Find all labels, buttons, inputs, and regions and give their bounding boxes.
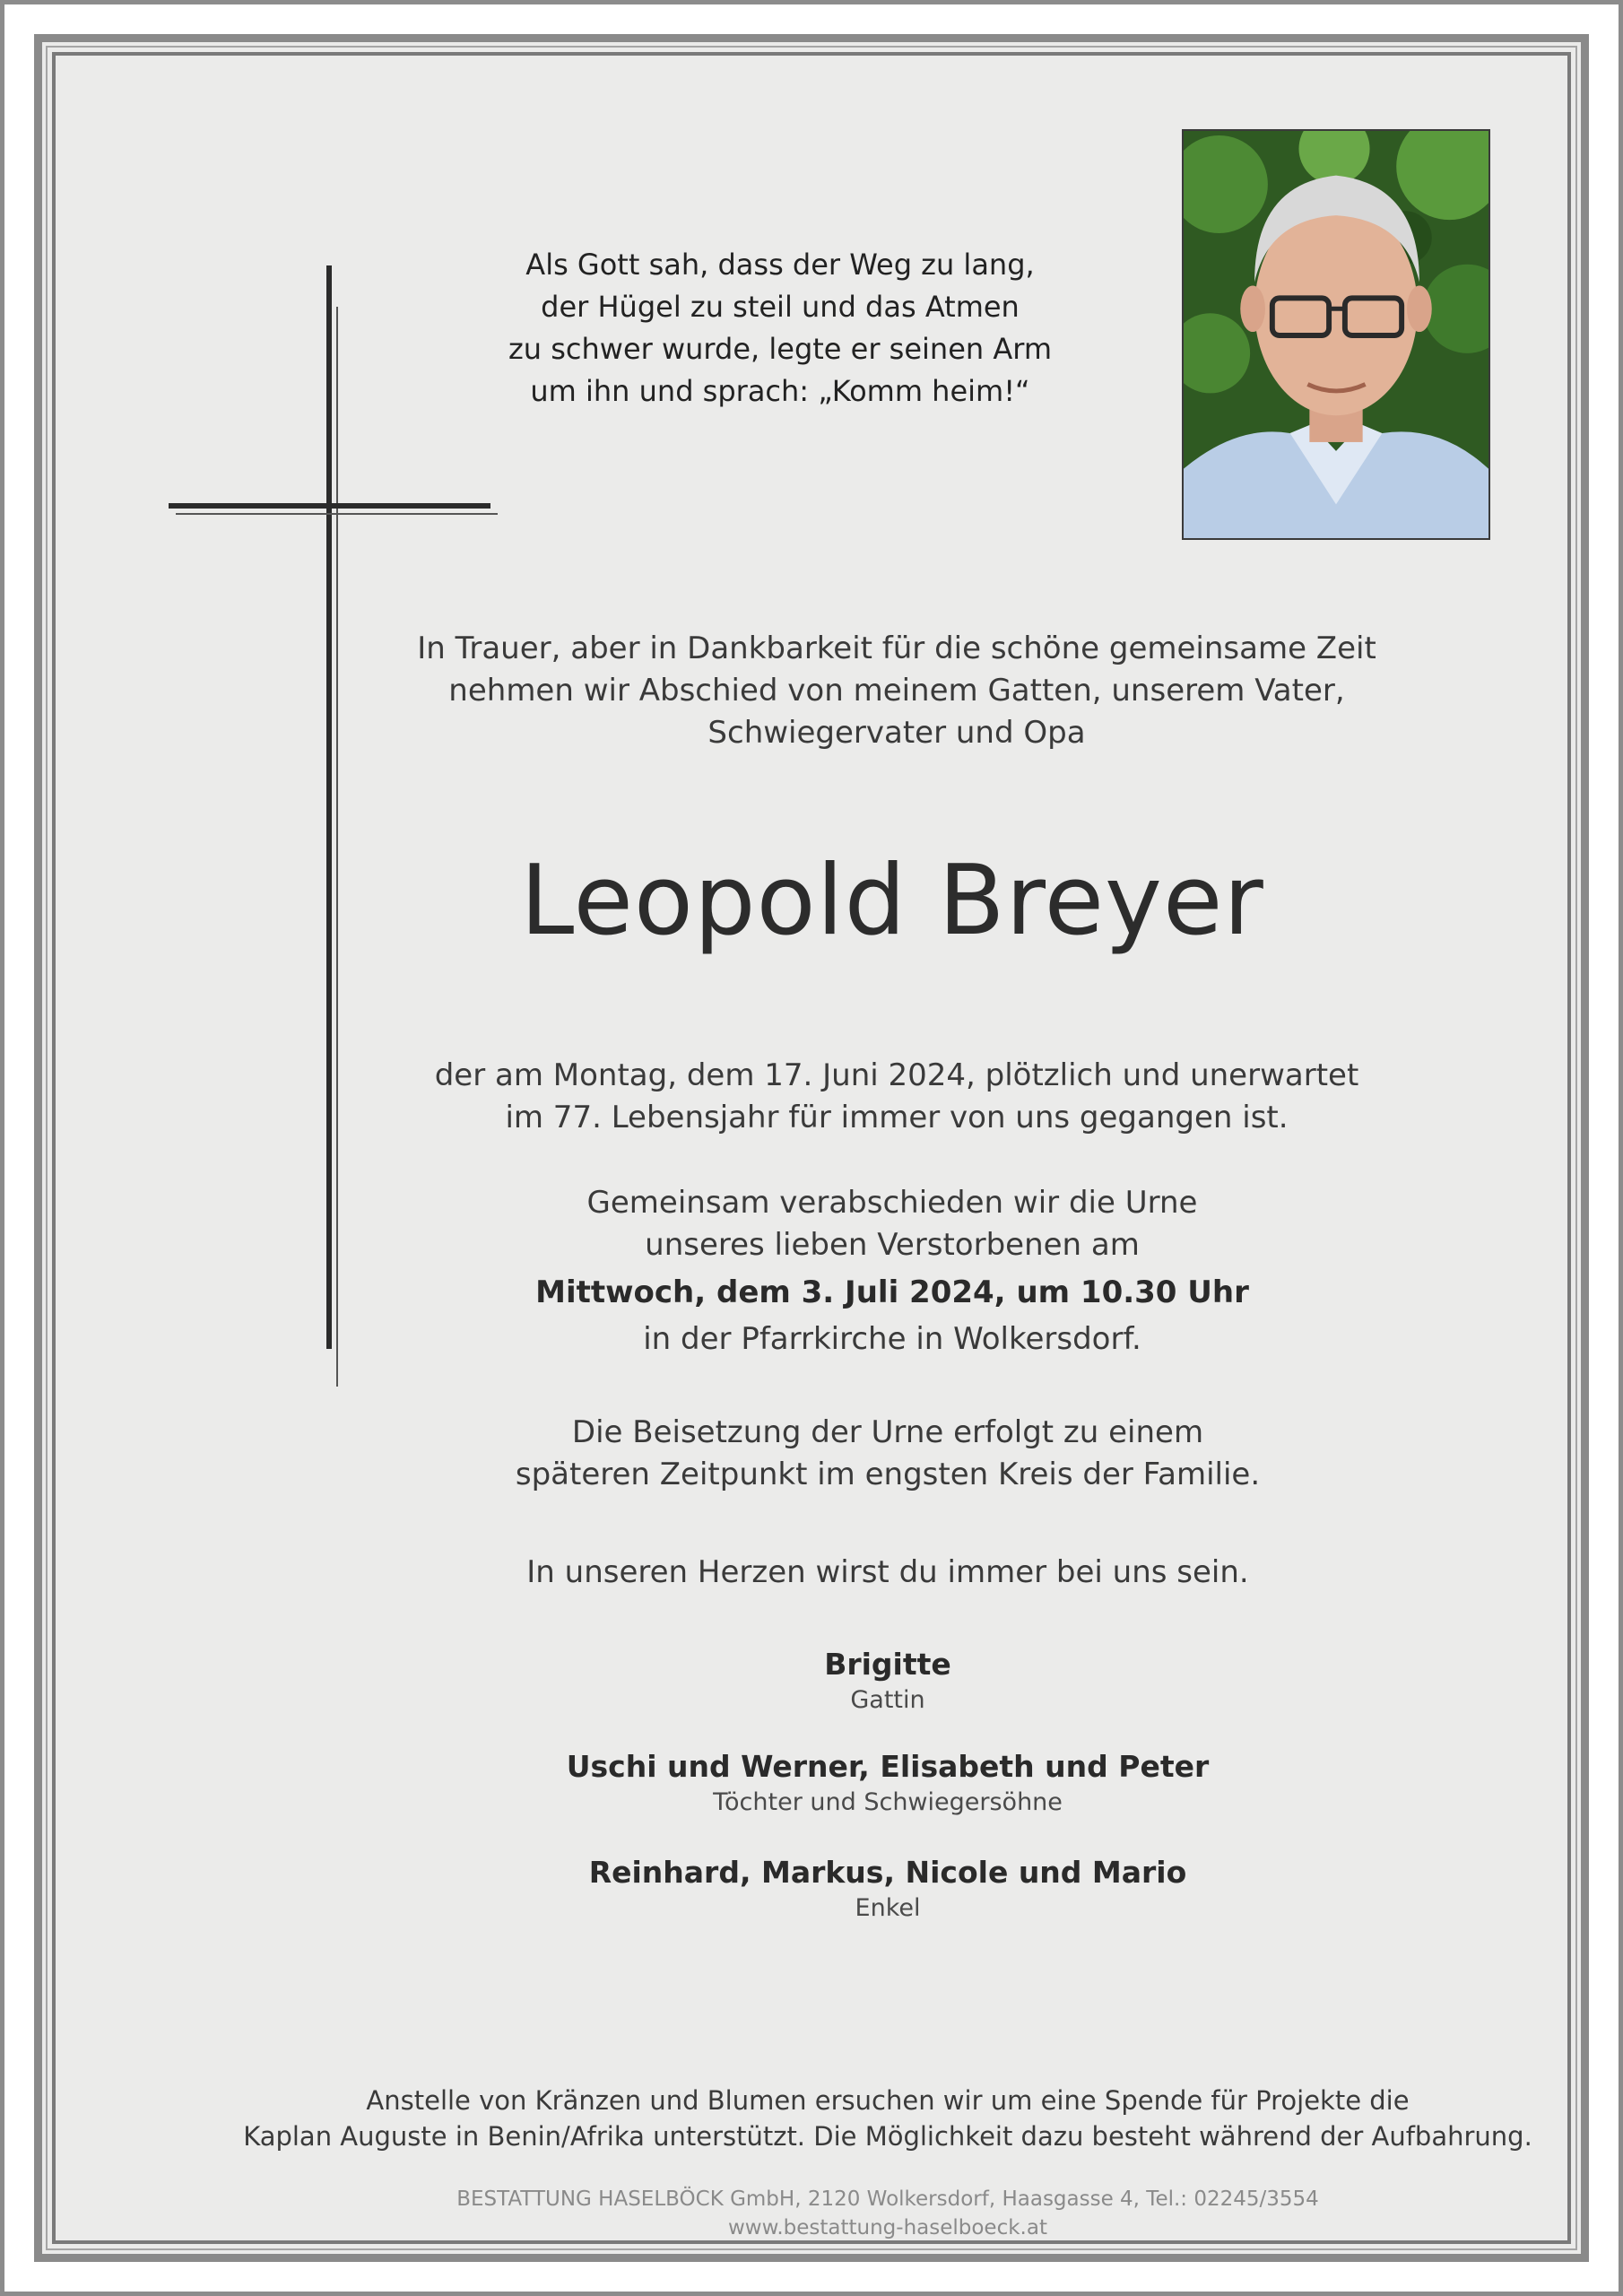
service-location: in der Pfarrkirche in Wolkersdorf.: [643, 1321, 1141, 1357]
service-datetime: Mittwoch, dem 3. Juli 2024, um 10.30 Uhr: [535, 1274, 1249, 1310]
burial-line: Die Beisetzung der Urne erfolgt zu einem: [571, 1414, 1204, 1450]
death-line: der am Montag, dem 17. Juni 2024, plötzlich und unerwartet: [434, 1057, 1359, 1093]
footer-company: BESTATTUNG HASELBÖCK GmbH, 2120 Wolkersdorf, Haasgasse 4, Tel.: 02245/3554: [456, 2187, 1319, 2211]
opening-quote: [421, 244, 1139, 413]
service-intro-line: unseres lieben Verstorbenen am: [645, 1227, 1140, 1263]
mourner-entry: [76, 1853, 1623, 1925]
deceased-name: Leopold Breyer: [520, 845, 1264, 957]
quote-line: zu schwer wurde, legte er seinen Arm: [508, 332, 1052, 366]
intro-line: Schwiegervater und Opa: [707, 715, 1086, 751]
death-notice: [85, 1055, 1623, 1139]
quote-line: Als Gott sah, dass der Weg zu lang,: [525, 248, 1035, 282]
mourner-entry: [76, 1747, 1623, 1819]
burial-note: [76, 1412, 1623, 1496]
quote-line: um ihn und sprach: „Komm heim!“: [530, 374, 1030, 408]
service-info: [81, 1182, 1623, 1361]
donation-line: Anstelle von Kränzen und Blumen ersuchen wir um eine Spende für Projekte die: [366, 2085, 1410, 2116]
mourner-role: Gattin: [850, 1686, 925, 1714]
mourner-name: Uschi und Werner, Elisabeth und Peter: [566, 1749, 1210, 1784]
mourner-name: Reinhard, Markus, Nicole und Mario: [588, 1855, 1187, 1890]
footer-website-link[interactable]: www.bestattung-haselboeck.at: [728, 2216, 1047, 2239]
service-intro-line: Gemeinsam verabschieden wir die Urne: [586, 1185, 1198, 1221]
closing-line: In unseren Herzen wirst du immer bei uns sein.: [526, 1554, 1249, 1590]
death-line: im 77. Lebensjahr für immer von uns gegangen ist.: [505, 1100, 1289, 1135]
donation-request: [76, 2083, 1623, 2154]
mourner-entry: [76, 1645, 1623, 1717]
funeral-home-footer: [76, 2185, 1623, 2242]
cross-horizontal-beam: [169, 503, 490, 509]
portrait-photo: [1182, 129, 1490, 540]
donation-line: Kaplan Auguste in Benin/Afrika unterstützt. Die Möglichkeit dazu besteht während der Aufbahrung.: [243, 2121, 1532, 2152]
mourner-role: Töchter und Schwiegersöhne: [713, 1788, 1063, 1816]
intro-text: [85, 628, 1623, 754]
portrait-illustration: [1184, 131, 1488, 538]
intro-line: In Trauer, aber in Dankbarkeit für die schöne gemeinsame Zeit: [417, 631, 1376, 666]
mourner-name: Brigitte: [824, 1647, 951, 1682]
intro-line: nehmen wir Abschied von meinem Gatten, unserem Vater,: [448, 673, 1345, 709]
mourner-role: Enkel: [855, 1894, 921, 1922]
quote-line: der Hügel zu steil und das Atmen: [541, 290, 1020, 324]
cross-horizontal-shadow: [176, 513, 498, 515]
burial-line: späteren Zeitpunkt im engsten Kreis der Familie.: [515, 1457, 1261, 1492]
